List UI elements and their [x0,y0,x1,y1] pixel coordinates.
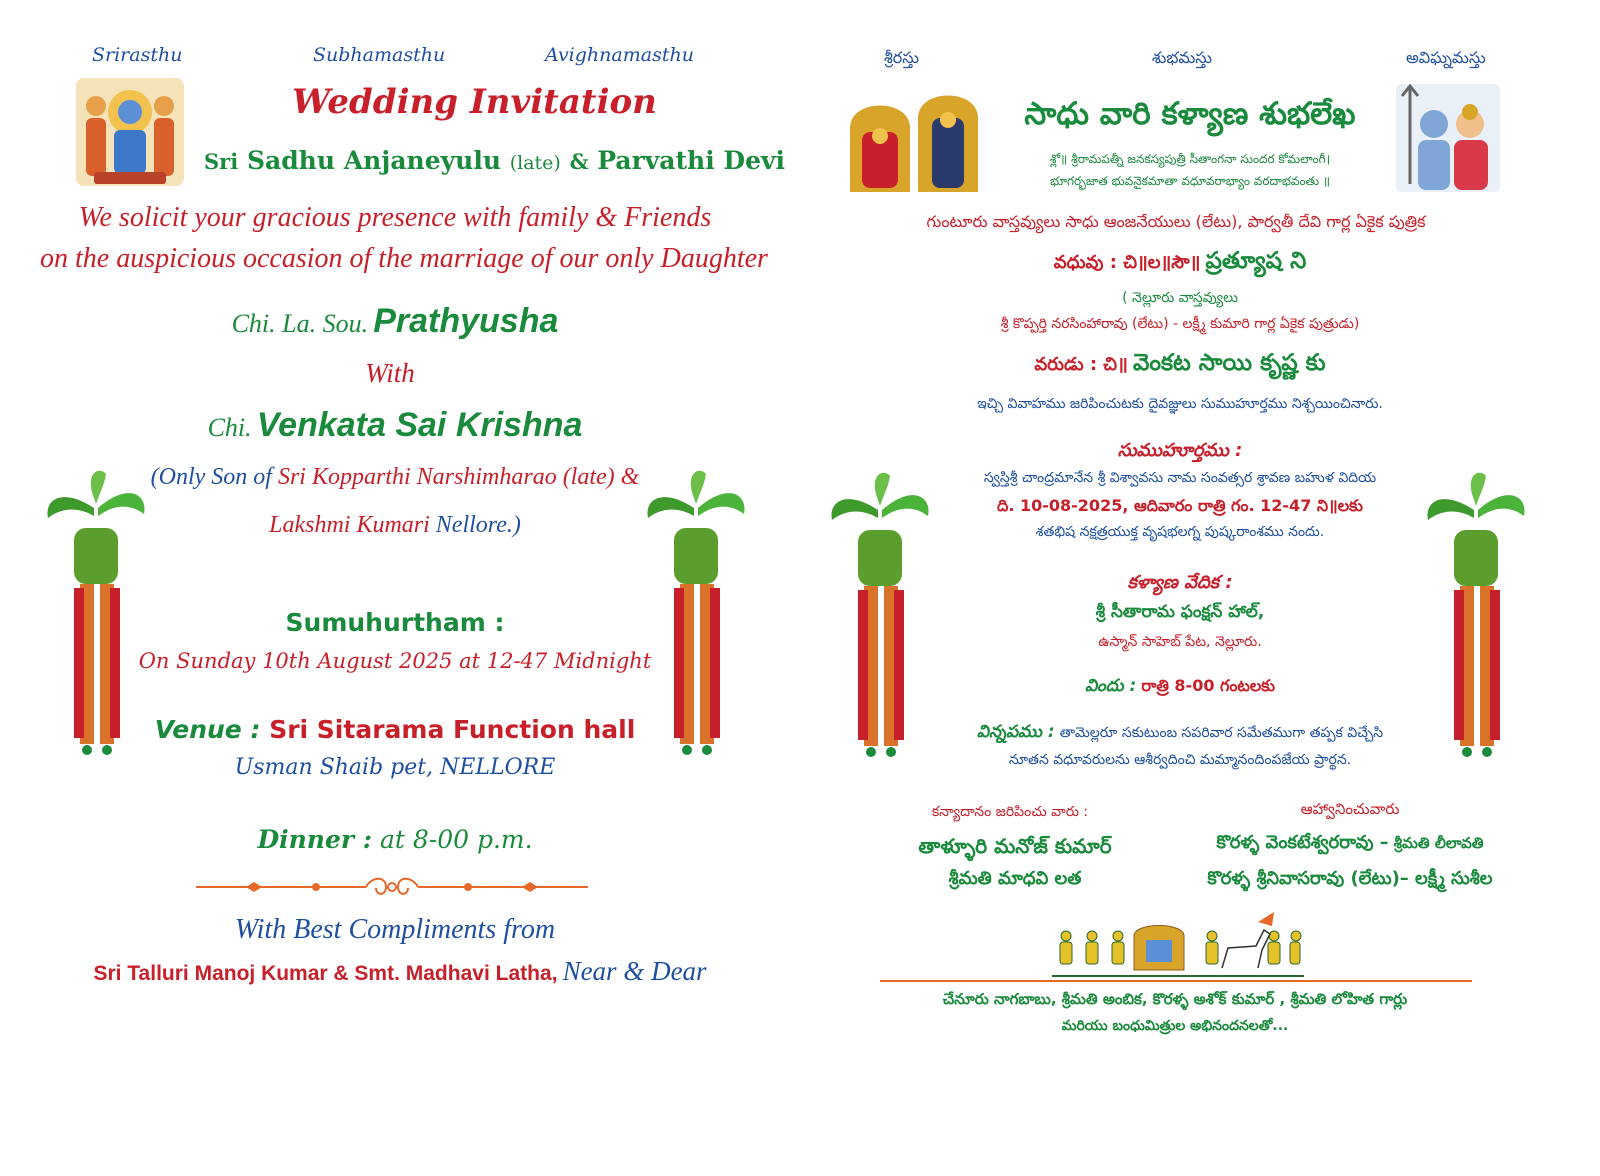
sumuhurtham-label: Sumuhurtham : [285,608,505,637]
solicit-line-2: on the auspicious occasion of the marriage of our only Daughter [40,243,768,274]
groom-line [120,406,670,445]
invitee-1-line-telugu [1170,832,1530,857]
compliments-near-dear: Near & Dear [562,956,707,986]
left-blessing-2: Subhamasthu [313,44,446,66]
banana-tree-left-1 [44,468,148,758]
groom-mother: Lakshmi Kumari [269,512,430,538]
invitee-1-wife-telugu: శ్రీమతి లీలావతి [1393,834,1484,852]
bride-name: Prathyusha [373,302,559,340]
muhurtham-line-2-telugu: ది. 10-08-2025, ఆదివారం రాత్రి గం. 12-47 ని॥లకు [997,496,1363,515]
host-father: Sadhu Anjaneyulu [246,146,502,175]
dinner-line-telugu [960,676,1400,700]
compliments-from-line [80,956,720,987]
bride-name-telugu: ప్రత్యూష ని [1205,248,1307,274]
invitees-label-telugu: ఆహ్వానించువారు [1300,800,1400,818]
dinner-value-telugu: రాత్రి 8-00 గంటలకు [1141,676,1276,695]
kanyadanam-label-telugu: కన్యాదానం జరిపించు వారు : [931,804,1089,820]
banana-tree-left-2 [644,468,748,758]
right-blessing-1: శ్రీరస్తు [884,48,920,67]
decided-text-telugu: ఇచ్చి వివాహము జరిపించుటకు దైవజ్ఞులు సుముహూర్తము నిశ్చయించినారు. [977,396,1383,412]
venkateswara-image [846,88,982,194]
request-line-1-telugu [880,722,1480,746]
kanyadanam-name-1-telugu: తాళ్ళూరి మనోజ్ కుమార్ [918,834,1112,858]
rama-darbar-image [74,72,186,190]
left-blessing-3: Avighnamasthu [545,44,694,66]
compliments-from-names: Sri Talluri Manoj Kumar & Smt. Madhavi Latha, [93,962,558,985]
muhurtham-label-telugu: సుముహూర్తము : [1117,440,1243,461]
bride-parents-telugu: గుంటూరు వాస్తవ్యులు సాధు ఆంజనేయులు (లేటు), పార్వతీ దేవి గార్ల ఏకైక పుత్రిక [926,212,1426,231]
telugu-title: సాధు వారి కళ్యాణ శుభలేఖ [1024,96,1356,132]
groom-place-telugu: ( నెల్లూరు వాస్తవ్యులు [1122,290,1238,306]
groom-father: Sri Kopparthi Narshimharao (late) [277,464,615,490]
greetings-line-1-telugu: చేనూరు నాగబాబు, శ్రీమతి అంబిక, కొరళ్ళ అశోక్ కుమార్ , శ్రీమతి లోహిత గార్లు [942,990,1408,1008]
venue-line [120,715,670,744]
groom-parents-prefix: (Only Son of [150,464,278,490]
groom-label-telugu: వరుడు : చి॥ [1034,354,1128,375]
venue-address: Usman Shaib pet, NELLORE [234,755,556,780]
wedding-procession-image [1052,910,1304,982]
groom-name-telugu: వెంకట సాయి కృష్ణ కు [1132,350,1326,376]
shloka-line-2: భూగర్భజాత భువనైకమాతా వధూవరాభ్యాం వరదాభవంతు ॥ [1049,174,1331,188]
groom-line-telugu [900,350,1460,382]
invitee-2-telugu: కొరళ్ళ శ్రీనివాసరావు (లేటు)– లక్ష్మీ సుశీల [1207,868,1493,889]
right-blessing-3: అవిఘ్నమస్తు [1406,48,1486,67]
groom-place: Nellore.) [429,512,521,538]
greetings-line-2-telugu: మరియు బంధుమిత్రుల అభినందనలతో... [1061,1018,1289,1034]
venue-label: Venue : [154,715,261,744]
hosts-amp: & [569,149,589,174]
venue-name: Sri Sitarama Function hall [269,715,636,744]
muhurtham-line-1-telugu: స్వస్తిశ్రీ చాంద్రమానేన శ్రీ విశ్వావసు నామ సంవత్సర శ్రావణ బహుళ విదియ [983,470,1377,486]
wedding-invitation-title: Wedding Invitation [292,82,657,122]
venue-address-telugu: ఉస్మాన్ సాహెబ్ పేట, నెల్లూరు. [1098,634,1262,650]
bride-prefix: Chi. La. Sou. [231,309,369,338]
left-blessing-1: Srirasthu [92,44,183,66]
right-blessing-2: శుభమస్తు [1152,48,1213,67]
sumuhurtham-value: On Sunday 10th August 2025 at 12-47 Midnight [138,649,652,673]
invitee-1-name-telugu: కొరళ్ళ వెంకటేశ్వరరావు – [1216,832,1389,853]
bride-line [150,302,640,341]
banana-tree-right-2 [1424,470,1528,760]
hosts-prefix: Sri [204,149,239,174]
hosts-line [204,146,785,175]
with-text: With [365,358,415,388]
host-mother: Parvathi Devi [597,146,786,175]
request-text-1-telugu: తామెల్లరూ సకుటుంబ సపరివార సమేతముగా తప్పక విచ్చేసి [1059,725,1384,741]
muhurtham-line-3-telugu: శతభిష నక్షత్రయుక్త వృషభలగ్న పుష్కరాంశము నందు. [1035,524,1325,540]
groom-parents-telugu: శ్రీ కొప్పర్తి నరసింహారావు (లేటు) - లక్ష్మీ కుమారి గార్ల ఏకైక పుత్రుడు) [1000,316,1360,332]
groom-parents-amp: & [614,464,640,490]
groom-name: Venkata Sai Krishna [256,406,583,444]
bride-line-telugu [900,248,1460,280]
compliments-text: With Best Compliments from [234,914,556,945]
greetings-divider [880,980,1472,982]
solicit-line-1: We solicit your gracious presence with family & Friends [78,202,712,233]
dinner-label-telugu: విందు : [1084,676,1137,696]
dinner-label: Dinner : [257,825,372,854]
dinner-value: at 8-00 p.m. [379,825,533,854]
dinner-line [200,825,590,854]
ornamental-divider [196,874,588,900]
request-line-2-telugu: నూతన వధూవరులను ఆశీర్వదించి మమ్మానందింపజేయ ప్రార్థన. [1008,752,1352,768]
groom-parents-line-1 [130,464,660,491]
request-label-telugu: విన్నపము : [976,722,1055,742]
banana-tree-right-1 [828,470,932,760]
venue-label-telugu: కళ్యాణ వేదిక : [1127,572,1233,593]
groom-prefix: Chi. [207,413,252,442]
kanyadanam-name-2-telugu: శ్రీమతి మాధవి లత [948,868,1082,889]
bride-label-telugu: వధువు : చి॥ల॥సౌ॥ [1053,252,1201,273]
venue-name-telugu: శ్రీ సీతారామ ఫంక్షన్ హాల్, [1095,602,1265,622]
shiva-parvati-image [1396,84,1500,192]
host-late: (late) [509,152,561,174]
shloka-line-1: శ్లో॥ శ్రీరామపత్నీ జనకస్యపుత్రీ సీతాంగనా సుందర కోమలాంగీ। [1049,152,1331,166]
groom-parents-line-2 [190,512,600,539]
